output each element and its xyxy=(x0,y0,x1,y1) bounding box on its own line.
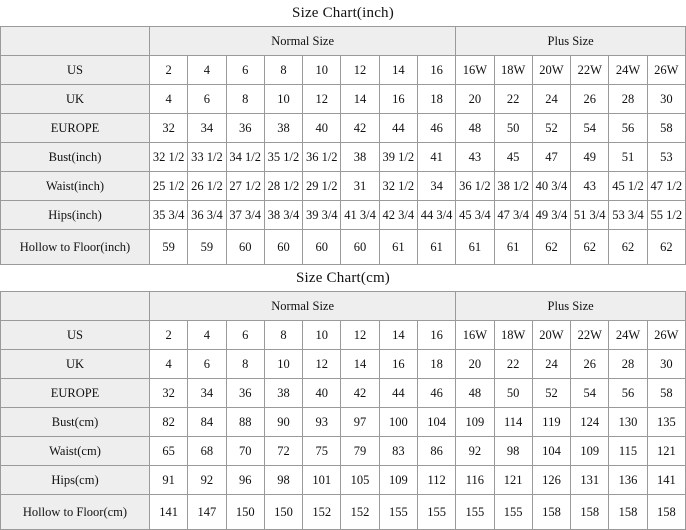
group-header-plus: Plus Size xyxy=(456,27,686,56)
table-cell: 62 xyxy=(609,230,647,265)
row-label: Hollow to Floor(inch) xyxy=(1,230,150,265)
table-cell: 60 xyxy=(264,230,302,265)
table-cell: 158 xyxy=(647,495,685,530)
table-cell: 112 xyxy=(417,466,455,495)
table-cell: 8 xyxy=(264,56,302,85)
table-cell: 8 xyxy=(264,321,302,350)
table-cell: 58 xyxy=(647,114,685,143)
table-cell: 84 xyxy=(188,408,226,437)
table-cell: 24W xyxy=(609,56,647,85)
table-cell: 60 xyxy=(341,230,379,265)
table-cell: 101 xyxy=(303,466,341,495)
table-cell: 97 xyxy=(341,408,379,437)
table-cell: 53 3/4 xyxy=(609,201,647,230)
table-cell: 56 xyxy=(609,379,647,408)
table-cell: 62 xyxy=(647,230,685,265)
table-cell: 61 xyxy=(417,230,455,265)
size-table-inch xyxy=(0,26,686,265)
table-cell: 92 xyxy=(188,466,226,495)
table-cell: 152 xyxy=(341,495,379,530)
table-cell: 36 xyxy=(226,114,264,143)
row-label: Bust(inch) xyxy=(1,143,150,172)
table-cell: 59 xyxy=(150,230,188,265)
table-cell: 16W xyxy=(456,321,494,350)
table-row xyxy=(1,321,686,350)
table-cell: 43 xyxy=(571,172,609,201)
table-cell: 141 xyxy=(647,466,685,495)
table-cell: 155 xyxy=(379,495,417,530)
table-cell: 155 xyxy=(456,495,494,530)
table-cell: 150 xyxy=(226,495,264,530)
table-cell: 121 xyxy=(647,437,685,466)
table-cell: 82 xyxy=(150,408,188,437)
table-cell: 34 xyxy=(188,379,226,408)
table-cell: 20 xyxy=(456,350,494,379)
table-cell: 152 xyxy=(303,495,341,530)
table-cell: 25 1/2 xyxy=(150,172,188,201)
table-cell: 54 xyxy=(571,379,609,408)
table-cell: 8 xyxy=(226,85,264,114)
table-cell: 49 3/4 xyxy=(532,201,570,230)
table-cell: 104 xyxy=(532,437,570,466)
table-row xyxy=(1,495,686,530)
table-cell: 22 xyxy=(494,350,532,379)
table-cell: 16 xyxy=(417,56,455,85)
table-cell: 62 xyxy=(571,230,609,265)
table-cell: 26W xyxy=(647,321,685,350)
table-cell: 61 xyxy=(379,230,417,265)
table-cell: 98 xyxy=(494,437,532,466)
table-cell: 6 xyxy=(188,85,226,114)
table-cell: 50 xyxy=(494,379,532,408)
row-label: Hips(cm) xyxy=(1,466,150,495)
table-cell: 28 xyxy=(609,85,647,114)
row-label: Bust(cm) xyxy=(1,408,150,437)
table-cell: 141 xyxy=(150,495,188,530)
table-cell: 61 xyxy=(494,230,532,265)
table-cell: 27 1/2 xyxy=(226,172,264,201)
table-cell: 4 xyxy=(188,321,226,350)
table-cell: 30 xyxy=(647,85,685,114)
table-cell: 44 3/4 xyxy=(417,201,455,230)
table-cell: 2 xyxy=(150,321,188,350)
table-cell: 39 3/4 xyxy=(303,201,341,230)
table-cell: 131 xyxy=(571,466,609,495)
table-cell: 56 xyxy=(609,114,647,143)
table-cell: 10 xyxy=(303,56,341,85)
table-cell: 75 xyxy=(303,437,341,466)
table-cell: 61 xyxy=(456,230,494,265)
chart-title-inch: Size Chart(inch) xyxy=(0,0,686,26)
table-cell: 83 xyxy=(379,437,417,466)
table-cell: 36 xyxy=(226,379,264,408)
table-cell: 51 3/4 xyxy=(571,201,609,230)
table-row xyxy=(1,466,686,495)
table-cell: 6 xyxy=(226,321,264,350)
table-row xyxy=(1,408,686,437)
table-cell: 41 xyxy=(417,143,455,172)
table-cell: 121 xyxy=(494,466,532,495)
table-cell: 10 xyxy=(264,350,302,379)
table-cell: 65 xyxy=(150,437,188,466)
table-cell: 42 3/4 xyxy=(379,201,417,230)
table-cell: 36 1/2 xyxy=(456,172,494,201)
table-cell: 18 xyxy=(417,85,455,114)
table-cell: 28 1/2 xyxy=(264,172,302,201)
table-cell: 20W xyxy=(532,56,570,85)
group-header-normal: Normal Size xyxy=(150,292,456,321)
table-cell: 42 xyxy=(341,114,379,143)
table-cell: 44 xyxy=(379,114,417,143)
table-cell: 158 xyxy=(532,495,570,530)
table-cell: 24 xyxy=(532,85,570,114)
table-cell: 52 xyxy=(532,379,570,408)
table-row xyxy=(1,85,686,114)
table-cell: 114 xyxy=(494,408,532,437)
table-cell: 35 3/4 xyxy=(150,201,188,230)
table-cell: 40 xyxy=(303,114,341,143)
table-cell: 92 xyxy=(456,437,494,466)
table-cell: 36 3/4 xyxy=(188,201,226,230)
table-row xyxy=(1,114,686,143)
table-cell: 47 1/2 xyxy=(647,172,685,201)
size-chart-cm xyxy=(0,265,686,530)
table-cell: 150 xyxy=(264,495,302,530)
table-row xyxy=(1,56,686,85)
table-row xyxy=(1,437,686,466)
table-cell: 12 xyxy=(303,85,341,114)
table-cell: 90 xyxy=(264,408,302,437)
table-cell: 14 xyxy=(379,321,417,350)
table-cell: 100 xyxy=(379,408,417,437)
table-cell: 38 3/4 xyxy=(264,201,302,230)
table-cell: 158 xyxy=(571,495,609,530)
table-cell: 155 xyxy=(494,495,532,530)
table-cell: 14 xyxy=(341,350,379,379)
row-label: UK xyxy=(1,350,150,379)
table-cell: 136 xyxy=(609,466,647,495)
table-cell: 16 xyxy=(379,350,417,379)
size-table-inch-body xyxy=(1,27,686,265)
table-cell: 32 1/2 xyxy=(150,143,188,172)
table-cell: 26 xyxy=(571,350,609,379)
table-cell: 135 xyxy=(647,408,685,437)
table-cell: 10 xyxy=(303,321,341,350)
table-cell: 46 xyxy=(417,379,455,408)
table-cell: 44 xyxy=(379,379,417,408)
table-row xyxy=(1,350,686,379)
row-label: Waist(inch) xyxy=(1,172,150,201)
table-row xyxy=(1,143,686,172)
table-cell: 4 xyxy=(150,350,188,379)
table-cell: 12 xyxy=(303,350,341,379)
table-cell: 45 3/4 xyxy=(456,201,494,230)
row-label: UK xyxy=(1,85,150,114)
table-cell: 47 xyxy=(532,143,570,172)
table-cell: 86 xyxy=(417,437,455,466)
table-cell: 88 xyxy=(226,408,264,437)
row-label: EUROPE xyxy=(1,114,150,143)
table-cell: 109 xyxy=(456,408,494,437)
table-cell: 26W xyxy=(647,56,685,85)
table-cell: 60 xyxy=(303,230,341,265)
table-cell: 6 xyxy=(188,350,226,379)
group-header-row xyxy=(1,292,686,321)
table-cell: 50 xyxy=(494,114,532,143)
table-cell: 24 xyxy=(532,350,570,379)
table-cell: 53 xyxy=(647,143,685,172)
table-row xyxy=(1,379,686,408)
table-cell: 98 xyxy=(264,466,302,495)
table-cell: 33 1/2 xyxy=(188,143,226,172)
table-cell: 28 xyxy=(609,350,647,379)
table-cell: 105 xyxy=(341,466,379,495)
table-cell: 40 3/4 xyxy=(532,172,570,201)
table-cell: 70 xyxy=(226,437,264,466)
table-cell: 60 xyxy=(226,230,264,265)
table-cell: 58 xyxy=(647,379,685,408)
table-cell: 34 xyxy=(417,172,455,201)
table-cell: 22W xyxy=(571,321,609,350)
size-table-cm xyxy=(0,291,686,530)
table-cell: 34 1/2 xyxy=(226,143,264,172)
group-header-plus: Plus Size xyxy=(456,292,686,321)
table-cell: 32 xyxy=(150,379,188,408)
table-cell: 45 xyxy=(494,143,532,172)
table-cell: 68 xyxy=(188,437,226,466)
table-corner xyxy=(1,292,150,321)
table-cell: 30 xyxy=(647,350,685,379)
table-cell: 20W xyxy=(532,321,570,350)
table-cell: 16W xyxy=(456,56,494,85)
table-cell: 48 xyxy=(456,114,494,143)
group-header-normal: Normal Size xyxy=(150,27,456,56)
table-cell: 26 xyxy=(571,85,609,114)
table-cell: 126 xyxy=(532,466,570,495)
row-label: Waist(cm) xyxy=(1,437,150,466)
table-cell: 29 1/2 xyxy=(303,172,341,201)
table-cell: 45 1/2 xyxy=(609,172,647,201)
table-cell: 124 xyxy=(571,408,609,437)
table-cell: 26 1/2 xyxy=(188,172,226,201)
table-cell: 116 xyxy=(456,466,494,495)
table-corner xyxy=(1,27,150,56)
table-cell: 22W xyxy=(571,56,609,85)
table-cell: 18 xyxy=(417,350,455,379)
table-cell: 115 xyxy=(609,437,647,466)
table-cell: 40 xyxy=(303,379,341,408)
row-label: US xyxy=(1,321,150,350)
table-cell: 10 xyxy=(264,85,302,114)
table-cell: 38 1/2 xyxy=(494,172,532,201)
table-cell: 31 xyxy=(341,172,379,201)
table-cell: 12 xyxy=(341,56,379,85)
table-cell: 48 xyxy=(456,379,494,408)
table-cell: 119 xyxy=(532,408,570,437)
table-cell: 18W xyxy=(494,321,532,350)
table-row xyxy=(1,230,686,265)
table-cell: 14 xyxy=(379,56,417,85)
table-cell: 38 xyxy=(264,379,302,408)
row-label: Hips(inch) xyxy=(1,201,150,230)
chart-title-cm: Size Chart(cm) xyxy=(0,265,686,291)
table-cell: 49 xyxy=(571,143,609,172)
table-row xyxy=(1,172,686,201)
size-table-cm-body xyxy=(1,292,686,530)
table-cell: 47 3/4 xyxy=(494,201,532,230)
table-cell: 4 xyxy=(150,85,188,114)
table-cell: 55 1/2 xyxy=(647,201,685,230)
table-cell: 72 xyxy=(264,437,302,466)
table-cell: 79 xyxy=(341,437,379,466)
table-row xyxy=(1,201,686,230)
table-cell: 59 xyxy=(188,230,226,265)
table-cell: 32 xyxy=(150,114,188,143)
table-cell: 91 xyxy=(150,466,188,495)
table-cell: 12 xyxy=(341,321,379,350)
table-cell: 20 xyxy=(456,85,494,114)
row-label: Hollow to Floor(cm) xyxy=(1,495,150,530)
table-cell: 2 xyxy=(150,56,188,85)
table-cell: 46 xyxy=(417,114,455,143)
table-cell: 109 xyxy=(379,466,417,495)
row-label: US xyxy=(1,56,150,85)
table-cell: 35 1/2 xyxy=(264,143,302,172)
table-cell: 147 xyxy=(188,495,226,530)
table-cell: 34 xyxy=(188,114,226,143)
table-cell: 42 xyxy=(341,379,379,408)
table-cell: 16 xyxy=(379,85,417,114)
table-cell: 8 xyxy=(226,350,264,379)
table-cell: 51 xyxy=(609,143,647,172)
table-cell: 4 xyxy=(188,56,226,85)
group-header-row xyxy=(1,27,686,56)
table-cell: 104 xyxy=(417,408,455,437)
table-cell: 93 xyxy=(303,408,341,437)
table-cell: 158 xyxy=(609,495,647,530)
table-cell: 109 xyxy=(571,437,609,466)
table-cell: 22 xyxy=(494,85,532,114)
table-cell: 6 xyxy=(226,56,264,85)
table-cell: 38 xyxy=(341,143,379,172)
table-cell: 41 3/4 xyxy=(341,201,379,230)
table-cell: 14 xyxy=(341,85,379,114)
table-cell: 37 3/4 xyxy=(226,201,264,230)
table-cell: 130 xyxy=(609,408,647,437)
table-cell: 54 xyxy=(571,114,609,143)
table-cell: 32 1/2 xyxy=(379,172,417,201)
table-cell: 96 xyxy=(226,466,264,495)
table-cell: 155 xyxy=(417,495,455,530)
table-cell: 24W xyxy=(609,321,647,350)
table-cell: 52 xyxy=(532,114,570,143)
table-cell: 39 1/2 xyxy=(379,143,417,172)
table-cell: 43 xyxy=(456,143,494,172)
table-cell: 18W xyxy=(494,56,532,85)
table-cell: 16 xyxy=(417,321,455,350)
table-cell: 36 1/2 xyxy=(303,143,341,172)
table-cell: 38 xyxy=(264,114,302,143)
table-cell: 62 xyxy=(532,230,570,265)
row-label: EUROPE xyxy=(1,379,150,408)
